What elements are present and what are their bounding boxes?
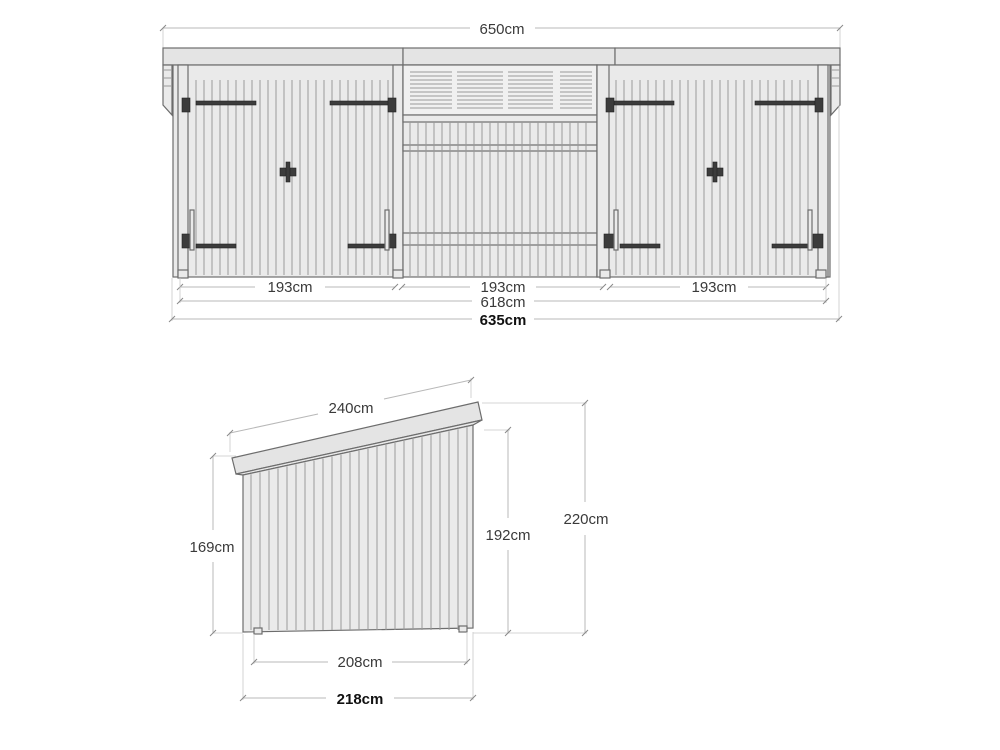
front-bay-left: [173, 65, 403, 277]
dim-label-front-height: 169cm: [189, 539, 235, 556]
dimension-base-depth: [251, 632, 470, 671]
dim-label-bay-right: 193cm: [691, 279, 737, 296]
side-view: [189, 377, 608, 708]
dim-label-posts-width: 618cm: [480, 294, 526, 311]
dimension-front-height: [189, 453, 243, 636]
front-bay-right: [597, 65, 830, 277]
dim-label-roof-length: 240cm: [328, 400, 374, 417]
dimension-roof-width: [160, 21, 843, 50]
dim-label-total-width: 635cm: [479, 312, 527, 329]
dim-label-bay-left: 193cm: [267, 279, 313, 296]
dimension-total-height: [482, 400, 609, 636]
front-bay-middle: [403, 65, 597, 277]
dim-label-total-depth: 218cm: [336, 691, 384, 708]
hinge-icon: [196, 101, 256, 105]
dim-label-base-depth: 208cm: [337, 654, 383, 671]
dim-label-total-height: 220cm: [563, 511, 609, 528]
dim-label-roof-width: 650cm: [479, 21, 525, 38]
dim-label-back-height: 192cm: [485, 527, 531, 544]
dimension-back-height: [473, 427, 531, 636]
dim-label-bay-middle: 193cm: [480, 279, 526, 296]
front-view: [160, 21, 843, 329]
